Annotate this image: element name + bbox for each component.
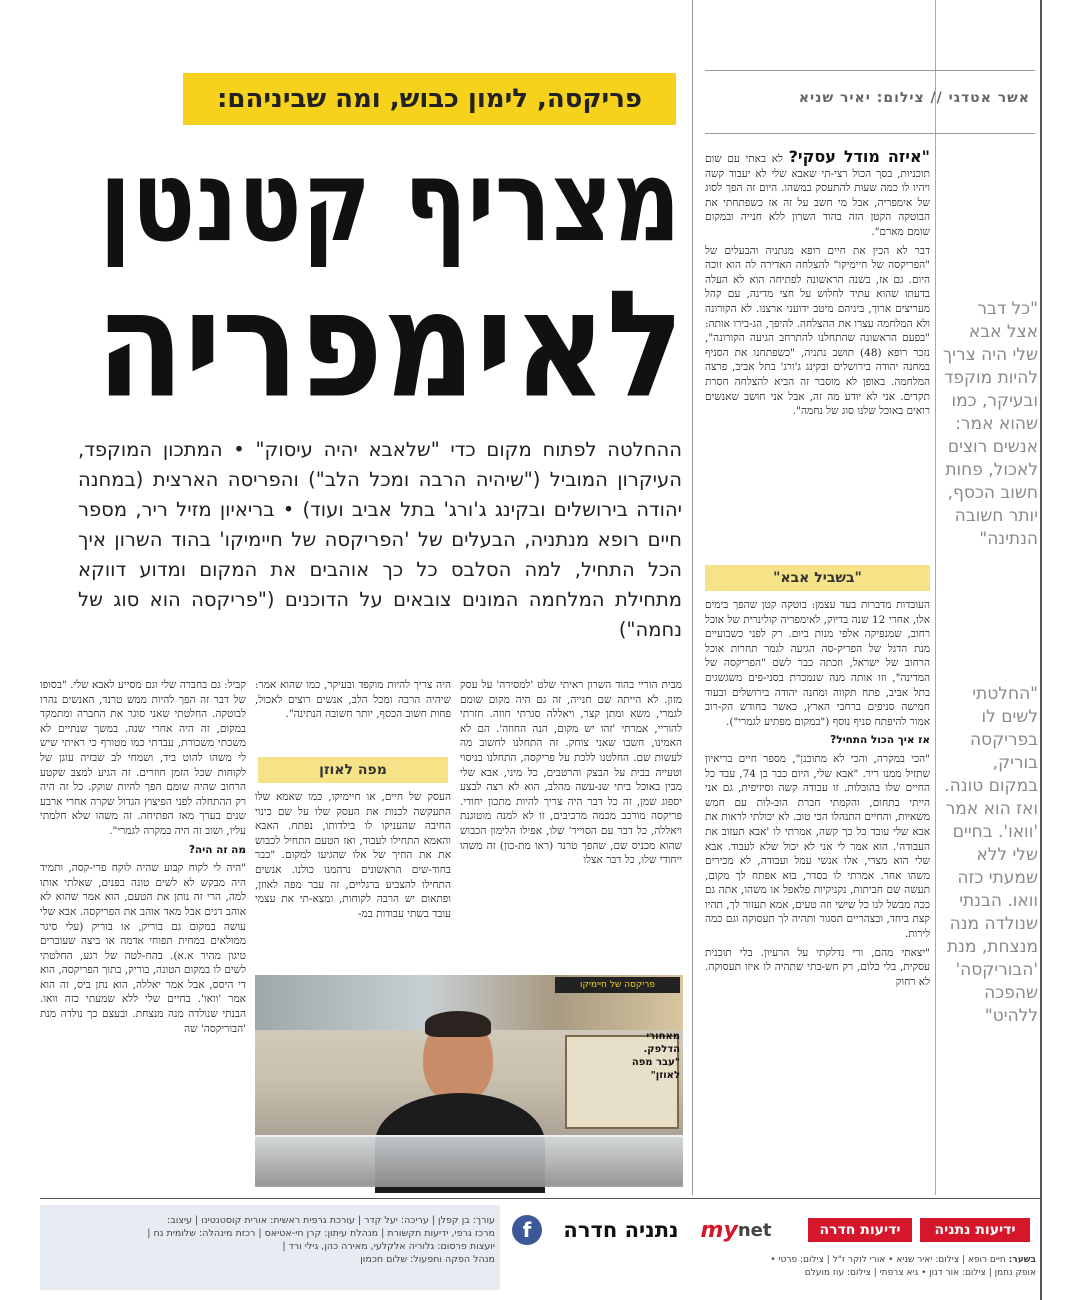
left-col2-p1: קביל: גם בחברה שלי וגם מסייע לאבא שלי. "בסופו של דבר זה הפך להיות ממש טרנד, האנשים נהרו לבוטקה. החלטתי שאני סוגר את החברה ומתמקד במקום, זה היה אחרי שנה. במשך שנתיים לא משכתי משכורת, עבדתי כמו מטורף כי ראיתי שיש לי משהו להוט ביד, ושמחי לב שבזיה עוגן של לקוחות שכל הזמן חוזרים. זה הגיע למצב שקטע הרחוב שהיה שומם הפך להיות שוקק. כל זה היה רק ההתחלה לפני הפיצוץ הגדול שקרה אחרי ארבע שנים בערך מאז הפתיחה. זה משהו שלא חלמתי עליו, ושוב זה היה במקרה לגמרי". [40, 679, 246, 837]
mynet-net: net [737, 1219, 772, 1241]
top-rule [705, 133, 1035, 134]
cover-credits-line2: אופק נחמן | צילום: אור דנון • גיא צרפתי | צילום: עוז מועלם [804, 1268, 1036, 1278]
facebook-icon[interactable]: f [512, 1215, 542, 1245]
right-col-p2: דבר לא הכין את חיים רופא מנתניה והבעלים של "הפריקסה של חיימיקו" להצלחה האדירה לה הוא זוכה היום. גם אז, בשנה הראשונה לפתיחה הוא לא העלה בדעתו שהוא עתיד לחלוש על חצי מדינה, עם קהל מעריצים ארוך, ביניהם מיטב ידועני ארצנו. לא הקורונה ולא המלחמה עצרו את ההצלחה. להיפך, הג-בירו אותה: "בפעם הראשונה שהתחלנו להתרחב הגיעה הקורונה", נזכר רופא (48) תושב נתניה, "כשפתחנו את הסניף במחנה יהודה בירושלים ובקינג ג'ורג' בתל אביב, פרצה המלחמה. באופן לא מוסבר זה הביא להצלחה חסרת תקדים. אני לא יודע מה זה, אבל אני חושב שאנשים רואים באוכל שלנו סוג של נחמה". [705, 244, 930, 418]
credits-left-line4: מנהל הפקה ותפעול: שלום חכמון [360, 1254, 495, 1265]
column-divider [935, 0, 936, 1195]
headline [95, 137, 685, 440]
left-column-1-lower [255, 790, 451, 968]
byline: אשר אטדגי // צילום: יאיר שניא [798, 90, 1030, 106]
brand-mynet [690, 1214, 782, 1246]
subhead-word-of-mouth: מפה לאוזן [258, 757, 448, 783]
right-col-p4: "הכי במקרה, והכי לא מתוכנן", מספר חיים בריאיון שתזיל ממנו ריר. "אבא שלי, היום כבר בן 74, עבד כל החיים שלו בהובלות. זו עבודה קשה וסיזיפית, גם אני הייתי בתחום, והקמתי חברת הוב-לות עם חמש משאיות, והחיים התנהלו הכי טוב. לא יכולתי לראות את אבא שלי עובד כל כך קשה, אמרתי לו 'אבא תעזוב את העבודה'. הוא אמר לי אני לא יכול שלא לעבוד. אבא שלי הוא מצרי, אלו אנשי עמל ועבודה, לא מכירים משהו אחר. אמרתי לו בסדר, בוא אפתח לך מקום, תעשה שם חביתות, נקניקיות פלאפל או משהו, אתה גם ככה מבשל לנו כל שישי וזה טעים, אמא תעזור לך, תהיו קצת ביחד, ובצהריים תסגור ותהיה לך תעסוקה וגם כמה לירות. [705, 752, 931, 941]
cover-credits [700, 1254, 1036, 1280]
left-column-1 [255, 678, 451, 750]
cover-credits-line1: חיים רופא | צילום: יאיר שניא • אורי לוקר ז"ל | צילום: פרטי • [770, 1255, 1006, 1265]
kicker-banner: פריקסה, לימון כבוש, ומה שביניהם: [183, 73, 676, 125]
photo-person-hair [425, 1011, 491, 1037]
column-divider [692, 0, 693, 1195]
credits-left-line3: יועצות פרסום: גלוריה אלקלעי, מאירה כהן, גילי ורד | [282, 1241, 495, 1252]
headline-line1: מצריף קטנטן [99, 137, 681, 268]
footer-staff-credits [45, 1214, 495, 1266]
photo-caption: מאחורי הדלפק. "עבר מפה לאוזן" [631, 1031, 680, 1081]
left-col1-p2: העסק של חיים, או חיימיקו, כמו שאמא שלו התעקשה לכנות את העסק שלו על שם כינוי החיבה שהעניקו לו בילדותו, נפתח. האבא והאמא התחילו לעבוד, ואז הטעם התחיל לכבוש את את החיך של אלו שהגיעו למקום. "כבר בחוד-שים הראשונים נרהמנו כולנו. אנשים התחילו להצביע ברגליים, זה עבר מפה לאוזן, ופתאום יש הרבה לקוחות, ומצא-תי את עצמי עובד בשתי עבודות במ- [255, 791, 451, 920]
middle-column [460, 678, 682, 968]
headline-line2: לאימפריה [96, 259, 684, 432]
top-rule [705, 70, 1035, 71]
mynet-my: my [700, 1217, 738, 1243]
brand-yedioth-hadera: ידיעות חדרה [808, 1218, 912, 1242]
right-column [705, 147, 930, 555]
right-col-title: "איזה מודל עסקי? [788, 147, 930, 166]
right-col-p3: העובדות מדברות בעד עצמן: בוטקה קטן שהפך בימים אלו, אחרי 12 שנה בדיוק, לאימפריה קולינרית של אוכל רחוב, שמנפיקה אלפי מנות ביום. רק לפני כשבועיים מנת הדגל של הפריק-סה הגיעה לגמר תחרות אוכל הרחוב של ישראל, וזכתה כבר לשם "הפריקסה של המדינה", וזו אותה מנה שנמכרת בסני-פים משגשגים בתל אביב, פתח תקווה ומחנה יהודה בירושלים ובעוד חמישה סניפים ברחבי הארץ, כאשר בחודש הק-רוב אמור להיפתח סניף נוסף ("במקום מפתיע לגמרי"). [705, 599, 930, 728]
photo-counter [255, 1135, 683, 1187]
subhead-for-dad: "בשביל אבא" [705, 565, 930, 591]
left-col1-p1: היה צריך להיות מוקפד ובעיקר, כמו שהוא אמר: שיהיה הרבה ומכל הלב, אנשים רוצים לאכול, פחות חשוב הכסף, יותר חשובה הנתינה". [255, 679, 451, 721]
page-edge [1040, 0, 1042, 1300]
lede: ההחלטה לפתוח מקום כדי "שלאבא יהיה עיסוק" • המתכון המוקפד, העיקרון המוביל ("שיהיה הרבה ומכל הלב") והפריסה הארצית (במחנה יהודה בירושלים ובקינג ג'ורג' בתל אביב ועוד) • בריאיון מזיל ריר, מספר חיים רופא מנתניה, הבעלים של 'הפריקסה של חיימיקו' בהוד השרון איך הכל התחיל, למה הסלבס כל כך אוהבים את המקום ומדוע דווקא מתחילת המלחמה המונים צובאים על הדוכנים ("פריקסה הוא סוג של נחמה") [78, 438, 682, 641]
brand-netanya-hadera: נתניה חדרה [563, 1218, 679, 1242]
left-column-2 [40, 678, 246, 1183]
credits-left-line2: מרכז גרפי, ידיעות תקשורת | מנהלת עיתון: קרן חי-אטיאס | רכזת מינהלה: שלומית נח | [147, 1228, 495, 1239]
right-col-p5: "יצאתי מהם, ורי נדלקתי על הרעיון. בלי תוכנית עסקית, בלי כלום, רק חש-בתי שתהיה לו איזו תעסוקה. לא רחוק [705, 946, 930, 988]
right-col-sub2: אז איך הכול התחיל? [830, 734, 930, 747]
cover-credits-label: בשער: [1008, 1255, 1036, 1265]
photo-chaim [255, 975, 683, 1185]
photo-store-sign: פריקסה של חיימיקו [555, 977, 680, 993]
mid-col-p1: מבית הוריי בהוד השרון ראיתי שלט 'למסירה' על עסק מזון. לא הייתה שם חנייה, זה גם היה מקום שומם לגמרי, משא ומתן קצר, ויאללה סגרתי חוזה. חזרתי להוריי, אמרתי 'זהו יש מקום, הנה החוזה'. הם לא האמינו, חשבו שאני צוחק. זה התחלנו לחשוב מה לעשות שם. החלטנו ללכת על פריקסה, התחלנו בניסוי וטעייה בבית על הבצק והרטבים, כל מיני, אבא שלי מבין באוכל ביתי שנ-עשה מהלב, הוא לא רצה לבצע יספוג שמן, זה כל דבר היה צריך להיות מתכון יחודי. פריקסה מורכב מכמה מרכיבים, זו לא למנה מוטוגנת ויאללה, כל דבר עם הסוייר' שלו, אפילו הלימון הכבוש שהוא מכניס שם, שהפך טרנד (ראו מת-כון) זה משהו ייחודי שלו, כל דבר אצלו [460, 679, 682, 867]
right-column-lower [705, 598, 930, 1190]
left-col2-p2: "היה לי לקוח קבוע שהיה לוקח פרי-קסה, ותמיד היה מבקש לא לשים טונה בפנים, שאלתי אותו למה, הרי זה נותן את הטעם, הוא אמר שהוא לא אוהב דגים אבל מאד אוהב את הפריקסה. אבא שלי עושה במקום גם בוריק, או בוריק (עלי סיגר ממולאים במחית תפוחי אדמה או ביצה שעוברים טיגון מהיר א.א). בהח-לטה של רגע, החלטתי לשים לו במקום הטונה, בוריק, בתוך הפריקסה, הוא די היסס, אבל אמר יאללה, הוא נתן ביס, זה הוא אמר 'וואו'. בחיים שלי ללא שמעתי כזה וואו. הבנתי שנולדה מנה מנצחת. ובעצם כך נולדה מנת 'הבוריקסה' שה [40, 862, 246, 1035]
pullquote-1: "כל דבר אצל אבא שלי היה צריך להיות מוקפד ובעיקר, כמו שהוא אמר: אנשים רוצים לאכול, פחות חשוב הכסף, יותר חשובה הנתינה" [943, 299, 1038, 549]
left-col2-sub: מה זה היה? [188, 843, 246, 856]
credits-left-line1: עורך: בן קפלן | עריכה: יעל קדר | עורכת גרפית ראשית: אורית קוסטנטינו | עיצוב: [167, 1215, 495, 1226]
pullquote-2: "החלטתי לשים לו בפריקסה בוריק, במקום טונה. ואז הוא אמר 'וואו'. בחיים שלי ללא שמעתי כזה וואו. הבנתי שנולדה מנה מנצחת, מנת 'הבוריקסה' שהפכה ללהיט" [944, 684, 1038, 1026]
right-col-p1: לא באתי עם שום תוכניות, בסך הכול רצי-תי שאבא שלי לא יעבוד קשה ויהיו לו כמה שעות להתעסק במשהו. היום זה הפך לסוג של אימפריה, אבל מי חשב על זה אז כשפתחתי את הבוטקה הקטן הזה בהוד השרון ללא חנייה ובמקום שומם מארם". [705, 153, 930, 238]
brand-yedioth-netanya: ידיעות נתניה [920, 1218, 1030, 1242]
footer-rule [40, 1198, 1040, 1199]
